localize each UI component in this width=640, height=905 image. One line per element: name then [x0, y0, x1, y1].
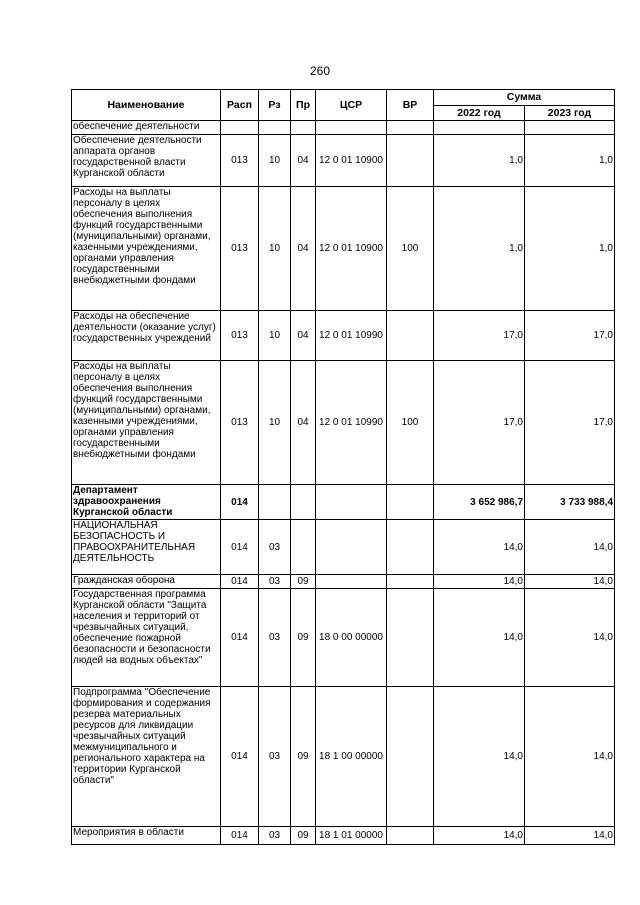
cell-rasp: 013: [221, 135, 259, 187]
cell-rz: [259, 121, 291, 135]
budget-table: [71, 89, 615, 845]
cell-rasp: [221, 121, 259, 135]
cell-2023: 14,0: [525, 827, 615, 845]
cell-csr: [316, 520, 387, 575]
cell-vr: 100: [387, 187, 434, 311]
cell-csr: 18 0 00 00000: [316, 589, 387, 687]
cell-vr: [387, 827, 434, 845]
table-row: [72, 575, 615, 589]
cell-2022: 14,0: [434, 575, 525, 589]
cell-vr: [387, 135, 434, 187]
cell-2023: [525, 121, 615, 135]
cell-2022: 1,0: [434, 187, 525, 311]
table-row: [72, 311, 615, 361]
cell-name: НАЦИОНАЛЬНАЯ БЕЗОПАСНОСТЬ И ПРАВООХРАНИТЕЛЬНАЯ ДЕЯТЕЛЬНОСТЬ: [72, 520, 221, 575]
cell-rz: 10: [259, 135, 291, 187]
cell-pr: [291, 121, 316, 135]
cell-name: Мероприятия в области: [72, 827, 221, 845]
header-vr: ВР: [387, 90, 434, 121]
cell-vr: [387, 485, 434, 520]
cell-rasp: 014: [221, 520, 259, 575]
cell-name: Расходы на выплаты персоналу в целях обеспечения выполнения функций государственными (муниципальными) органами, казенными учреждениями, органами управления государственными внебюджетными фондами: [72, 361, 221, 485]
cell-csr: 12 0 01 10990: [316, 361, 387, 485]
cell-csr: 18 1 00 00000: [316, 687, 387, 827]
cell-2023: 14,0: [525, 575, 615, 589]
cell-pr: 04: [291, 311, 316, 361]
header-2022: 2022 год: [434, 106, 525, 121]
cell-rz: 03: [259, 687, 291, 827]
cell-pr: 04: [291, 135, 316, 187]
cell-name: Гражданская оборона: [72, 575, 221, 589]
header-rasp: Расп: [221, 90, 259, 121]
cell-2023: 3 733 988,4: [525, 485, 615, 520]
cell-csr: 12 0 01 10900: [316, 187, 387, 311]
cell-name: Государственная программа Курганской области "Защита населения и территорий от чрезвычайных ситуаций, обеспечение пожарной безопасности и безопасности людей на водных объектах": [72, 589, 221, 687]
cell-rz: 03: [259, 589, 291, 687]
cell-2022: 17,0: [434, 311, 525, 361]
cell-2022: 1,0: [434, 135, 525, 187]
cell-2023: 14,0: [525, 589, 615, 687]
cell-rz: 10: [259, 311, 291, 361]
header-pr: Пр: [291, 90, 316, 121]
cell-2022: 14,0: [434, 827, 525, 845]
table-row: [72, 827, 615, 845]
table-row: [72, 485, 615, 520]
cell-rz: 03: [259, 520, 291, 575]
cell-csr: [316, 485, 387, 520]
cell-2022: 14,0: [434, 687, 525, 827]
page-number: 260: [309, 64, 331, 78]
table-row: [72, 135, 615, 187]
cell-2022: 14,0: [434, 589, 525, 687]
cell-pr: 09: [291, 827, 316, 845]
cell-2023: 14,0: [525, 687, 615, 827]
header-sum: Сумма: [434, 90, 615, 106]
table-body: [72, 121, 615, 845]
cell-vr: [387, 575, 434, 589]
cell-rz: 03: [259, 575, 291, 589]
cell-pr: [291, 520, 316, 575]
table-row: [72, 187, 615, 311]
cell-rasp: 014: [221, 485, 259, 520]
cell-2023: 1,0: [525, 187, 615, 311]
cell-csr: [316, 121, 387, 135]
header-name: Наименование: [72, 90, 221, 121]
cell-2022: 14,0: [434, 520, 525, 575]
cell-rasp: 014: [221, 827, 259, 845]
cell-name: обеспечение деятельности: [72, 121, 221, 135]
cell-name: Департамент здравоохранения Курганской области: [72, 485, 221, 520]
cell-2023: 1,0: [525, 135, 615, 187]
cell-name: Подпрограмма "Обеспечение формирования и содержания резерва материальных ресурсов для ликвидации чрезвычайных ситуаций межмуниципального и регионального характера на территории Курганской области": [72, 687, 221, 827]
cell-rasp: 014: [221, 575, 259, 589]
cell-rz: [259, 485, 291, 520]
header-csr: ЦСР: [316, 90, 387, 121]
cell-rasp: 013: [221, 311, 259, 361]
table-row: [72, 361, 615, 485]
cell-2023: 17,0: [525, 361, 615, 485]
cell-csr: 12 0 01 10900: [316, 135, 387, 187]
table-row: [72, 687, 615, 827]
cell-rasp: 013: [221, 361, 259, 485]
cell-vr: 100: [387, 361, 434, 485]
cell-vr: [387, 520, 434, 575]
cell-vr: [387, 311, 434, 361]
cell-pr: 09: [291, 575, 316, 589]
cell-2022: 17,0: [434, 361, 525, 485]
cell-pr: [291, 485, 316, 520]
cell-csr: 18 1 01 00000: [316, 827, 387, 845]
cell-csr: 12 0 01 10990: [316, 311, 387, 361]
cell-vr: [387, 121, 434, 135]
cell-rz: 03: [259, 827, 291, 845]
cell-rasp: 014: [221, 589, 259, 687]
cell-pr: 04: [291, 187, 316, 311]
cell-pr: 09: [291, 589, 316, 687]
cell-2022: [434, 121, 525, 135]
cell-2023: 14,0: [525, 520, 615, 575]
cell-rz: 10: [259, 361, 291, 485]
cell-rz: 10: [259, 187, 291, 311]
cell-vr: [387, 687, 434, 827]
cell-pr: 09: [291, 687, 316, 827]
cell-rasp: 013: [221, 187, 259, 311]
table-row: [72, 589, 615, 687]
table-row: [72, 121, 615, 135]
cell-name: Расходы на выплаты персоналу в целях обеспечения выполнения функций государственными (муниципальными) органами, казенными учреждениями, органами управления государственными внебюджетными фондами: [72, 187, 221, 311]
header-2023: 2023 год: [525, 106, 615, 121]
cell-rasp: 014: [221, 687, 259, 827]
cell-name: Расходы на обеспечение деятельности (оказание услуг) государственных учреждений: [72, 311, 221, 361]
cell-2023: 17,0: [525, 311, 615, 361]
cell-name: Обеспечение деятельности аппарата органов государственной власти Курганской области: [72, 135, 221, 187]
header-rz: Рз: [259, 90, 291, 121]
cell-pr: 04: [291, 361, 316, 485]
table-row: [72, 520, 615, 575]
cell-2022: 3 652 986,7: [434, 485, 525, 520]
cell-vr: [387, 589, 434, 687]
cell-csr: [316, 575, 387, 589]
